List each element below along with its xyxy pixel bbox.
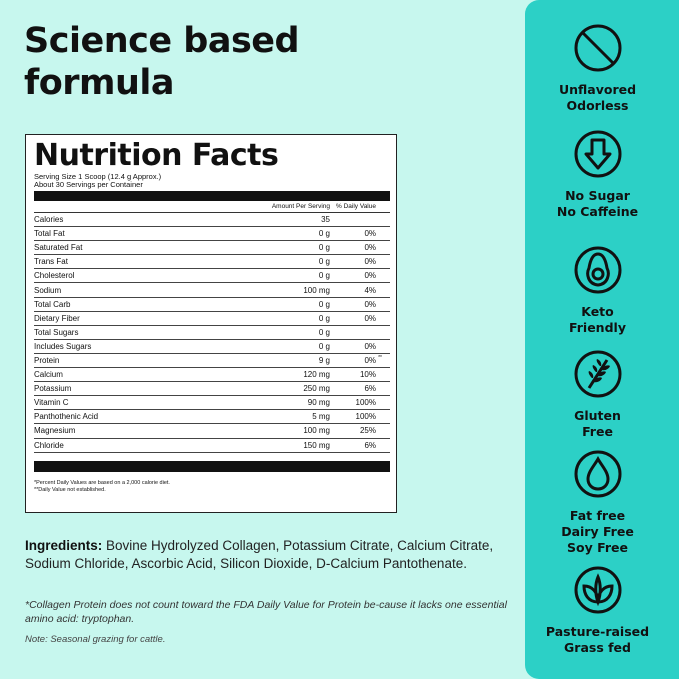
footnotes	[34, 480, 390, 494]
nutrition-row	[34, 382, 390, 396]
daily-value-text: 0%	[364, 229, 376, 239]
servings-per-container: About 30 Servings per Container	[34, 180, 143, 189]
nutrition-title: Nutrition Facts	[34, 138, 279, 173]
seasonal-note: Note: Seasonal grazing for cattle.	[25, 634, 166, 645]
nutrient-daily-value	[336, 426, 390, 435]
nutrient-daily-value	[336, 356, 390, 365]
nutrient-name: Calories	[34, 215, 64, 225]
nutrient-amount: 0 g	[318, 271, 330, 281]
feature-keto	[525, 244, 670, 336]
feature-label: Soy Free	[567, 540, 628, 555]
nutrition-row	[34, 269, 390, 283]
nutrient-name: Total Carb	[34, 299, 71, 309]
nutrient-amount: 0 g	[318, 299, 330, 309]
daily-value-text: 0%	[364, 313, 376, 323]
nutrition-header-row	[34, 201, 390, 213]
nutrient-amount: 150 mg	[303, 440, 330, 450]
feature-label: No Caffeine	[556, 204, 639, 219]
nutrient-daily-value	[336, 286, 390, 295]
nutrient-name: Protein	[34, 355, 60, 365]
feature-label: No Sugar	[565, 188, 630, 203]
feature-label: Grass fed	[564, 640, 631, 655]
headline	[24, 20, 299, 104]
daily-value-header: % Daily Value	[336, 203, 376, 210]
feature-label: Unflavored	[558, 82, 637, 97]
nutrition-row	[34, 354, 390, 368]
nutrient-amount: 250 mg	[303, 384, 330, 394]
nutrition-row	[34, 312, 390, 326]
nutrient-amount: 0 g	[318, 243, 330, 253]
nutrient-name: Chloride	[34, 440, 64, 450]
no-symbol-icon	[572, 22, 624, 74]
nutrition-row	[34, 396, 390, 410]
daily-value-text: 6%	[364, 384, 376, 394]
feature-label: Pasture-raised	[545, 624, 650, 639]
nutrient-amount: 9 g	[318, 355, 330, 365]
nutrition-row	[34, 255, 390, 269]
nutrition-row	[34, 298, 390, 312]
thick-divider	[34, 191, 390, 201]
nutrient-daily-value	[336, 342, 390, 351]
thick-divider-bottom	[34, 461, 390, 472]
daily-value-text: 0%	[364, 341, 376, 351]
nutrient-name: Potassium	[34, 384, 72, 394]
daily-value-text: 25%	[359, 426, 376, 436]
feature-label: Fat free	[569, 508, 626, 523]
feature-label: Gluten	[574, 408, 621, 423]
nutrition-row	[34, 340, 390, 354]
nutrient-name: Total Sugars	[34, 327, 79, 337]
nutrient-daily-value	[336, 229, 390, 238]
nutrient-daily-value	[336, 441, 390, 450]
nutrient-name: Vitamin C	[34, 398, 69, 408]
daily-value-text: 10%	[359, 370, 376, 380]
daily-value-text: 0%	[364, 271, 376, 281]
daily-value-text: 100%	[355, 412, 376, 422]
nutrition-row	[34, 410, 390, 424]
nutrient-name: Magnesium	[34, 426, 76, 436]
headline-line-1: Science based	[24, 21, 300, 61]
avocado-icon	[572, 244, 624, 296]
daily-value-text: 0%	[364, 257, 376, 267]
daily-value-text: 0%	[364, 243, 376, 253]
nutrient-daily-value	[336, 398, 390, 407]
feature-unflavored	[525, 22, 670, 114]
nutrient-name: Dietary Fiber	[34, 313, 80, 323]
droplet-icon	[572, 448, 624, 500]
feature-label: Odorless	[566, 98, 629, 113]
nutrient-amount: 100 mg	[303, 285, 330, 295]
daily-value-text: 0%	[364, 299, 376, 309]
nutrition-row	[34, 283, 390, 297]
nutrition-row	[34, 227, 390, 241]
nutrient-amount: 0 g	[318, 341, 330, 351]
feature-label: Keto	[581, 304, 614, 319]
nutrient-amount: 90 mg	[307, 398, 330, 408]
nutrient-name: Calcium	[34, 370, 63, 380]
feature-gluten-free	[525, 348, 670, 440]
nutrition-facts-label	[25, 134, 397, 513]
leaf-icon	[572, 564, 624, 616]
feature-label: Dairy Free	[561, 524, 634, 539]
daily-value-text: 4%	[364, 285, 376, 295]
feature-label: Free	[582, 424, 613, 439]
feature-pasture-raised	[525, 564, 670, 656]
nutrient-amount: 100 mg	[303, 426, 330, 436]
nutrition-row	[34, 439, 390, 453]
nutrient-name: Panthothenic Acid	[34, 412, 99, 422]
nutrient-daily-value	[336, 412, 390, 421]
daily-value-text: 100%	[355, 398, 376, 408]
nutrient-amount: 0 g	[318, 257, 330, 267]
daily-value-text: 0%	[364, 355, 376, 365]
feature-label: Friendly	[569, 320, 626, 335]
footnote-daily-values: *Percent Daily Values are based on a 2,000 calorie diet.	[34, 479, 170, 486]
nutrient-name: Saturated Fat	[34, 243, 83, 253]
wheat-icon	[572, 348, 624, 400]
nutrition-row	[34, 424, 390, 438]
nutrient-amount: 5 mg	[312, 412, 330, 422]
daily-value-text: 6%	[364, 440, 376, 450]
nutrient-daily-value	[336, 257, 390, 266]
nutrition-row	[34, 213, 390, 227]
headline-line-2: formula	[24, 63, 175, 103]
nutrient-amount: 0 g	[318, 229, 330, 239]
nutrition-rows	[34, 213, 390, 453]
nutrient-name: Cholesterol	[34, 271, 75, 281]
serving-size: Serving Size 1 Scoop (12.4 g Approx.)	[34, 172, 162, 181]
nutrient-amount: 35	[321, 215, 330, 225]
nutrient-name: Includes Sugars	[34, 341, 92, 351]
nutrient-daily-value	[336, 314, 390, 323]
features-panel	[525, 0, 679, 679]
amount-header: Amount Per Serving	[271, 203, 330, 210]
nutrient-daily-value	[336, 384, 390, 393]
nutrient-daily-value	[336, 300, 390, 309]
ingredients-label: Ingredients:	[25, 538, 103, 553]
protein-marker: **	[378, 354, 382, 361]
nutrient-name: Trans Fat	[34, 257, 68, 267]
nutrition-row	[34, 326, 390, 340]
nutrition-row	[34, 241, 390, 255]
nutrient-amount: 0 g	[318, 327, 330, 337]
ingredients-text: Bovine Hydrolyzed Collagen, Potassium Citrate, Calcium Citrate, Sodium Chloride, Ascorbic Acid, Silicon Dioxide, D-Calcium Pantothenate.	[25, 538, 494, 571]
ingredients	[25, 537, 505, 572]
down-arrow-icon	[572, 128, 624, 180]
nutrient-daily-value	[336, 271, 390, 280]
footnote-not-established: **Daily Value not established.	[34, 486, 106, 493]
nutrient-daily-value	[336, 370, 390, 379]
nutrient-name: Sodium	[34, 285, 62, 295]
feature-no-sugar	[525, 128, 670, 220]
nutrient-name: Total Fat	[34, 229, 65, 239]
nutrient-amount: 120 mg	[303, 370, 330, 380]
nutrient-amount: 0 g	[318, 313, 330, 323]
protein-disclaimer: *Collagen Protein does not count toward the FDA Daily Value for Protein be-cause it lacks one essential amino acid: tryptophan.	[25, 599, 507, 625]
feature-fat-free	[525, 448, 670, 556]
nutrition-row	[34, 368, 390, 382]
nutrient-daily-value	[336, 243, 390, 252]
